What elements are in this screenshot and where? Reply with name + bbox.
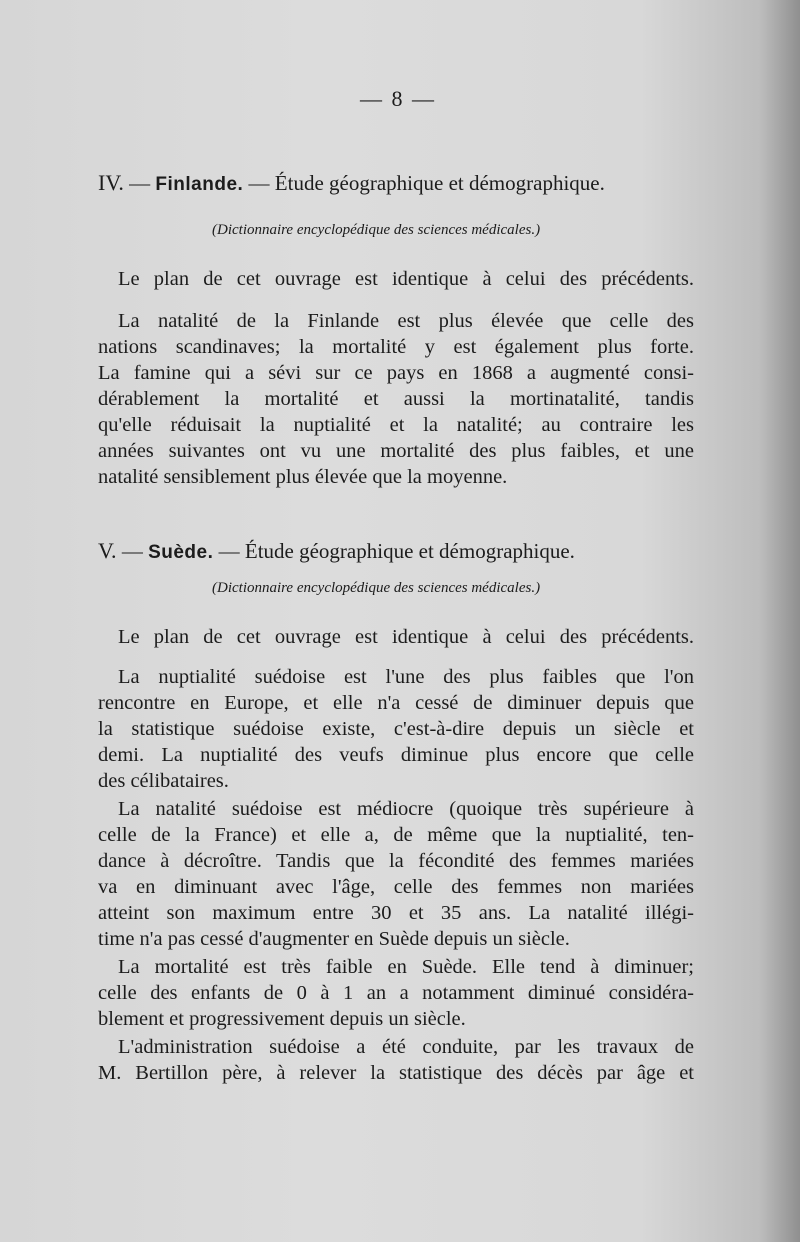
paragraph-line: blement et progressivement depuis un siècle. <box>98 1008 466 1030</box>
section-heading-finlande <box>98 170 605 196</box>
heading-dash: — <box>121 539 143 563</box>
paragraph-line: natalité sensiblement plus élevée que la moyenne. <box>98 466 508 488</box>
paragraph-line: demi. La nuptialité des veufs diminue plus encore que celle <box>98 744 694 766</box>
section-number: IV. <box>98 170 124 195</box>
paragraph-line: celle des enfants de 0 à 1 an a notamment diminué considéra- <box>98 982 694 1004</box>
section-heading-suede <box>98 538 575 564</box>
section-title: Étude géographique et démographique. <box>244 539 575 563</box>
paragraph-line: La famine qui a sévi sur ce pays en 1868 a augmenté consi- <box>98 362 694 384</box>
paragraph-line: La nuptialité suédoise est l'une des plus faibles que l'on <box>118 666 694 688</box>
heading-dash: — <box>129 171 151 195</box>
paragraph-line: années suivantes ont vu une mortalité des plus faibles, et une <box>98 440 694 462</box>
paragraph-line: M. Bertillon père, à relever la statistique des décès par âge et <box>98 1062 694 1084</box>
section-country: Suède. <box>148 542 214 563</box>
paragraph-line: La natalité suédoise est médiocre (quoique très supérieure à <box>118 798 694 820</box>
paragraph-line: Le plan de cet ouvrage est identique à celui des précédents. <box>118 268 694 290</box>
heading-dash: — <box>218 539 240 563</box>
paragraph-line: qu'elle réduisait la nuptialité et la natalité; au contraire les <box>98 414 694 436</box>
paragraph-line: la statistique suédoise existe, c'est-à-dire depuis un siècle et <box>98 718 694 740</box>
paragraph-line: La mortalité est très faible en Suède. Elle tend à diminuer; <box>118 956 694 978</box>
section-number: V. <box>98 538 117 563</box>
heading-dash: — <box>248 171 270 195</box>
paragraph-line: La natalité de la Finlande est plus élevée que celle des <box>118 310 694 332</box>
paragraph-line: L'administration suédoise a été conduite, par les travaux de <box>118 1036 694 1058</box>
paragraph-line: atteint son maximum entre 30 et 35 ans. La natalité illégi- <box>98 902 694 924</box>
paragraph-line: des célibataires. <box>98 770 229 792</box>
section-source: (Dictionnaire encyclopédique des sciences médicales.) <box>212 222 541 238</box>
paragraph-line: dance à décroître. Tandis que la fécondité des femmes mariées <box>98 850 694 872</box>
paragraph-line: celle de la France) et elle a, de même que la nuptialité, ten- <box>98 824 694 846</box>
paragraph-line: Le plan de cet ouvrage est identique à celui des précédents. <box>118 626 694 648</box>
page-number: — 8 — <box>360 86 436 111</box>
paragraph-line: time n'a pas cessé d'augmenter en Suède depuis un siècle. <box>98 928 570 950</box>
paragraph-line: dérablement la mortalité et aussi la mortinatalité, tandis <box>98 388 694 410</box>
paragraph-line: rencontre en Europe, et elle n'a cessé de diminuer depuis que <box>98 692 694 714</box>
paragraph-line: va en diminuant avec l'âge, celle des femmes non mariées <box>98 876 694 898</box>
section-country: Finlande. <box>155 174 244 195</box>
section-source: (Dictionnaire encyclopédique des sciences médicales.) <box>212 580 541 596</box>
paragraph-line: nations scandinaves; la mortalité y est également plus forte. <box>98 336 694 358</box>
section-title: Étude géographique et démographique. <box>274 171 605 195</box>
